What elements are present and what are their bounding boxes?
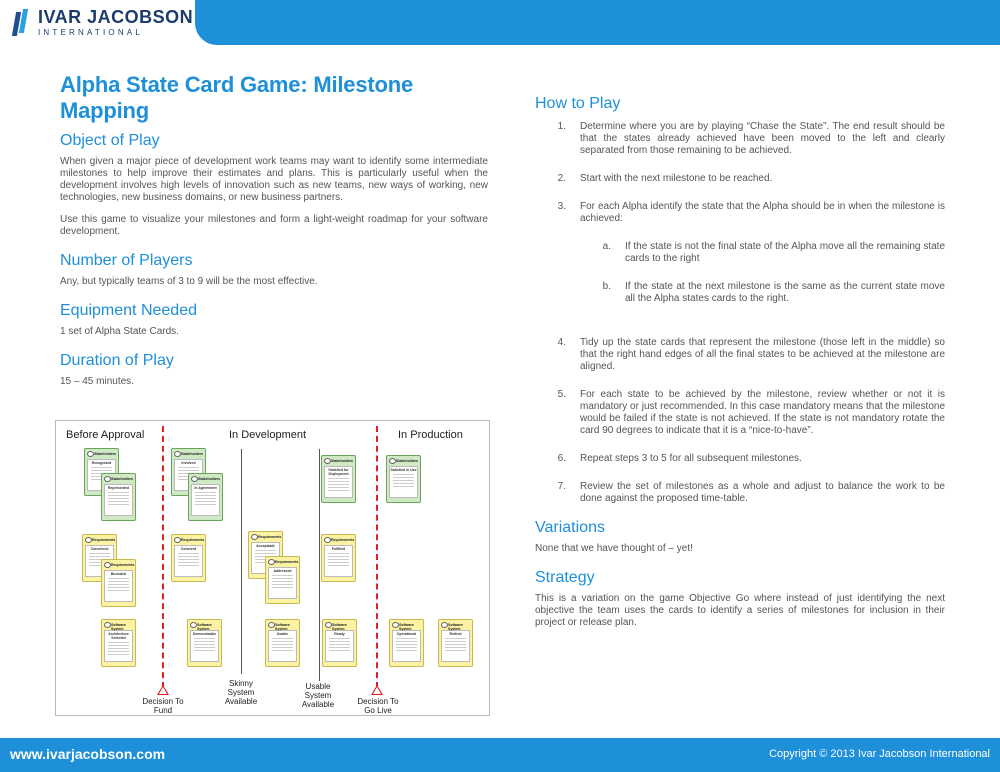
card-state-name: Bounded [110,572,127,576]
alpha-state-card[interactable] [101,619,136,667]
card-state-name: Coherent [180,547,197,551]
card-state-name: Satisfied for Deployment [328,468,349,476]
substep-text: If the state is not the final state of the Alpha move all the remaining state cards to the right [625,241,945,264]
header-band [195,0,1000,45]
step-text: Determine where you are by playing “Chase the State”. The end result should be that the states already achieved have been moved to the left and clearly separated from those remaining to be achieved. [580,121,945,156]
card-alpha-name: Requirements [172,535,205,544]
milestone-diagram [55,420,490,716]
step-text: Tidy up the state cards that represent the milestone (those left in the middle) so that the right hand edges of all the final states to be achieved at the milestone are aligned. [580,337,945,372]
page-footer [0,738,1000,772]
card-state-name: Represented [107,486,130,490]
step-text: Repeat steps 3 to 5 for all subsequent milestones. [580,453,802,464]
card-alpha-name: Software System [102,620,135,629]
how-step [535,337,945,373]
how-step [535,389,945,437]
zone-before-approval: Before Approval [66,429,145,441]
alpha-state-card[interactable] [265,619,300,667]
how-to-play-steps [535,121,945,505]
how-heading: How to Play [535,95,621,112]
right-column [535,95,945,629]
variations-text: None that we have thought of – yet! [535,543,693,554]
step-text: Review the set of milestones as a whole and adjust to balance the work to be done against the proposed time-table. [580,481,945,504]
card-alpha-name: Requirements [249,532,282,541]
page-title: Alpha State Card Game: Milestone Mapping [60,72,414,123]
card-state-name: Addressed [273,569,292,573]
decision-marker-icon [157,685,169,695]
object-para-1: When given a major piece of development work teams may want to identify some intermediate milestones to help improve their estimates and plans. This is particularly useful when the development involves high levels of innovation such as new teams, new ways of working, new technologies, new business domains, or new business partners. [60,156,488,203]
card-alpha-name: Software System [188,620,221,629]
card-state-name: In Agreement [194,486,217,490]
alpha-state-card[interactable] [438,619,473,667]
alpha-state-card[interactable] [101,559,136,607]
card-state-name: Fulfilled [331,547,346,551]
variations-heading: Variations [535,519,605,536]
players-heading: Number of Players [60,252,193,269]
how-step [535,201,945,321]
substep-letter: b. [602,281,611,292]
alpha-state-card[interactable] [386,455,421,503]
page-header [0,0,1000,45]
how-step [535,453,945,465]
how-substep [580,241,945,265]
substep-text: If the state at the next milestone is the same as the current state move all the Alpha states cards to the right. [625,281,945,304]
decision-marker-icon [371,685,383,695]
duration-heading: Duration of Play [60,352,174,369]
step-number: 4. [557,337,566,348]
milestone-line-fund [162,426,164,688]
step-number: 1. [557,121,566,132]
alpha-state-card[interactable] [101,473,136,521]
how-step [535,173,945,185]
card-alpha-name: Requirements [322,535,355,544]
card-state-name: Architecture Selected [108,632,129,640]
card-alpha-name: Stakeholders [85,449,118,458]
object-heading: Object of Play [60,132,160,149]
milestone-label-fund: Decision To Fund [142,697,184,715]
alpha-state-card[interactable] [389,619,424,667]
footer-url-link[interactable]: www.ivarjacobson.com [10,746,166,762]
card-state-name: Usable [276,632,289,636]
step-text: Start with the next milestone to be reached. [580,173,773,184]
card-alpha-name: Software System [439,620,472,629]
card-state-name: Ready [334,632,345,636]
card-alpha-name: Stakeholders [189,474,222,483]
players-text: Any, but typically teams of 3 to 9 will be the most effective. [60,276,318,287]
card-alpha-name: Stakeholders [102,474,135,483]
substep-letter: a. [602,241,611,252]
card-alpha-name: Software System [323,620,356,629]
card-state-name: Satisfied in Use [390,468,417,472]
how-substep [580,281,945,305]
object-para-2: Use this game to visualize your milestones and form a light-weight roadmap for your software development. [60,214,488,237]
alpha-state-card[interactable] [321,534,356,582]
card-alpha-name: Software System [266,620,299,629]
card-alpha-name: Stakeholders [322,456,355,465]
alpha-state-card[interactable] [322,619,357,667]
alpha-state-card[interactable] [265,556,300,604]
card-alpha-name: Stakeholders [172,449,205,458]
card-alpha-name: Stakeholders [387,456,420,465]
alpha-state-card[interactable] [321,455,356,503]
zone-in-development: In Development [229,429,307,441]
step-number: 2. [557,173,566,184]
card-state-name: Demonstrable [192,632,217,636]
step-text: For each state to be achieved by the milestone, review whether or not it is mandatory or just recommended. In this case mandatory means that the milestone would be failed if the state is not achieved. If the state is not mandatory rotate the card 90 degrees to indicate that it is a “nice-to-have”. [580,389,945,436]
milestone-label-skinny: Skinny System Available [224,679,258,706]
card-state-name: Operational [396,632,417,636]
equipment-text: 1 set of Alpha State Cards. [60,326,179,337]
milestone-line-skinny [241,449,242,674]
step-text: For each Alpha identify the state that the Alpha should be in when the milestone is achieved: [580,201,945,224]
milestone-label-golive: Decision To Go Live [357,697,399,715]
card-alpha-name: Requirements [102,560,135,569]
step-number: 6. [557,453,566,464]
card-alpha-name: Requirements [83,535,116,544]
step-number: 5. [557,389,566,400]
milestone-label-usable: Usable System Available [301,682,335,709]
logo-name: IVAR JACOBSON [38,7,194,27]
left-column [60,72,488,388]
milestone-line-usable [319,449,320,681]
card-state-name: Retired [449,632,462,636]
step-number: 7. [557,481,566,492]
card-alpha-name: Software System [390,620,423,629]
footer-copyright: Copyright © 2013 Ivar Jacobson International [769,748,990,760]
strategy-heading: Strategy [535,569,595,586]
how-step [535,481,945,505]
card-state-name: Conceived [90,547,109,551]
step-number: 3. [557,201,566,212]
how-step [535,121,945,157]
zone-in-production: In Production [398,429,463,441]
duration-text: 15 – 45 minutes. [60,376,134,387]
alpha-state-card[interactable] [171,534,206,582]
card-state-name: Recognized [91,461,112,465]
alpha-state-card[interactable] [187,619,222,667]
equipment-heading: Equipment Needed [60,302,197,319]
alpha-state-card[interactable] [188,473,223,521]
strategy-text: This is a variation on the game Objective Go where instead of just identifying the next objective the team uses the cards to identify a series of milestones for inclusion in their project or release plan. [535,593,945,628]
logo-mark-icon [12,9,32,37]
card-state-name: Acceptable [256,544,275,548]
milestone-line-golive [376,426,378,688]
company-logo[interactable] [12,8,193,37]
logo-subtitle: INTERNATIONAL [38,28,144,37]
card-state-name: Involved [181,461,196,465]
card-alpha-name: Requirements [266,557,299,566]
